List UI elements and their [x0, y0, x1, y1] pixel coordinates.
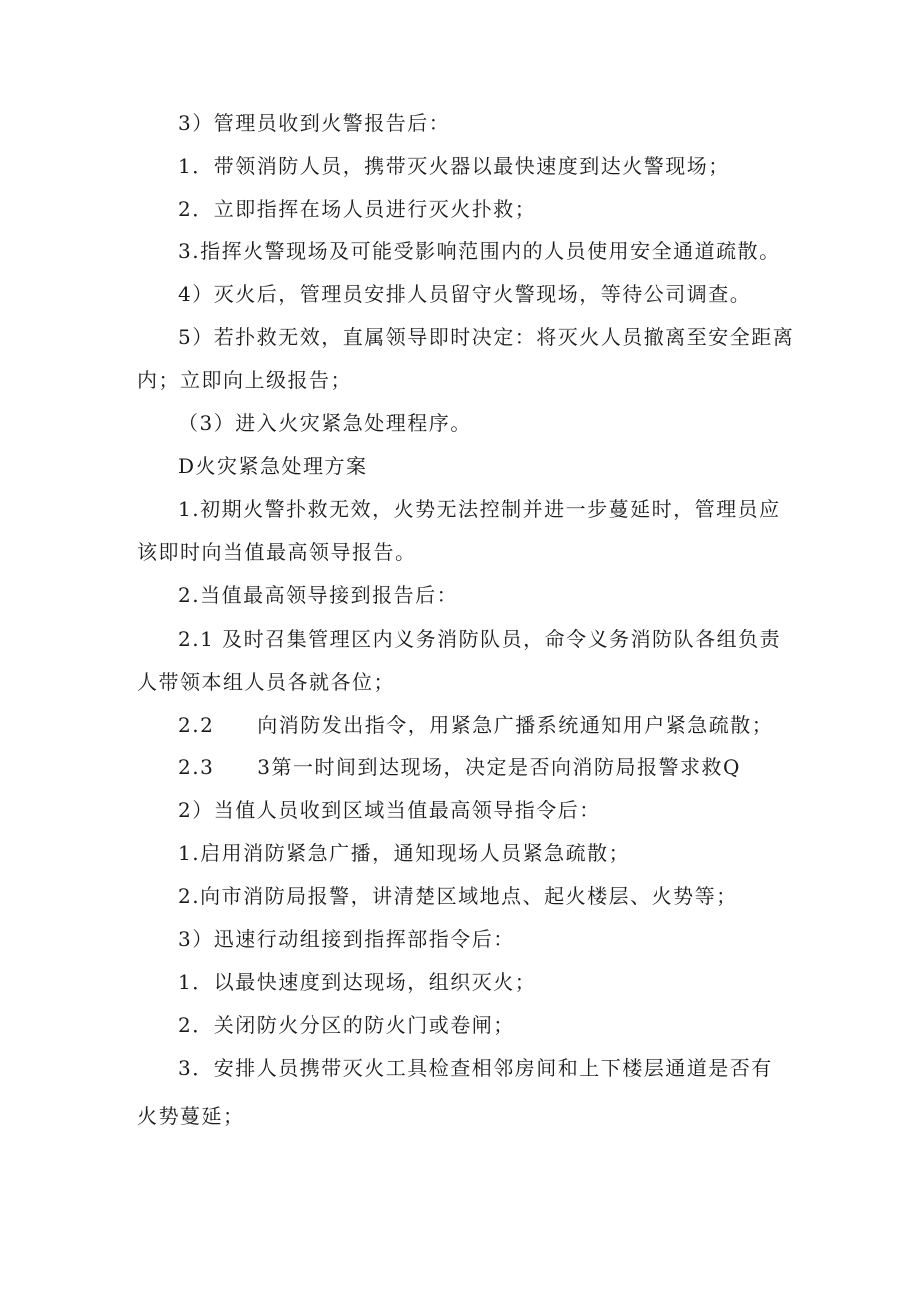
text-line: 1.初期火警扑救无效，火势无法控制并进一步蔓延时，管理员应 — [178, 497, 781, 521]
text-line: 1．以最快速度到达现场，组织灭火； — [178, 970, 537, 994]
text-line: 4）灭火后，管理员安排人员留守火警现场，等待公司调查。 — [178, 282, 752, 306]
text-line: 2．关闭防火分区的防火门或卷闸； — [178, 1013, 515, 1037]
text-line: 2.2 向消防发出指令，用紧急广播系统通知用户紧急疏散； — [178, 713, 774, 737]
text-line: 3.指挥火警现场及可能受影响范围内的人员使用安全通道疏散。 — [178, 239, 781, 263]
text-line: 2.3 3第一时间到达现场，决定是否向消防局报警求救Q — [178, 755, 741, 779]
text-line: 2.向市消防局报警，讲清楚区域地点、起火楼层、火势等； — [178, 884, 738, 908]
text-line: 2.1 及时召集管理区内义务消防队员，命令义务消防队各组负责 — [178, 627, 782, 651]
text-line: 3）迅速行动组接到指挥部指令后： — [178, 927, 515, 951]
text-line: 该即时向当值最高领导报告。 — [137, 540, 417, 564]
text-line: 2．立即指挥在场人员进行灭火扑救； — [178, 197, 537, 221]
text-line: 3．安排人员携带灭火工具检查相邻房间和上下楼层通道是否有 — [178, 1056, 773, 1080]
text-line: 2.当值最高领导接到报告后： — [178, 583, 459, 607]
text-line: 5）若扑救无效，直属领导即时决定：将灭火人员撤离至安全距离 — [178, 325, 795, 349]
text-line: 2）当值人员收到区域当值最高领导指令后： — [178, 798, 601, 822]
text-line: （3）进入火灾紧急处理程序。 — [178, 411, 472, 435]
text-line: 1.启用消防紧急广播，通知现场人员紧急疏散； — [178, 841, 631, 865]
text-line: 人带领本组人员各就各位； — [137, 670, 395, 694]
text-line: 火势蔓延； — [137, 1104, 245, 1128]
text-line: 内；立即向上级报告； — [137, 368, 352, 392]
section-heading: D火灾紧急处理方案 — [178, 454, 368, 478]
text-line: 1．带领消防人员，携带灭火器以最快速度到达火警现场； — [178, 154, 730, 178]
text-line: 3）管理员收到火警报告后： — [178, 111, 451, 135]
